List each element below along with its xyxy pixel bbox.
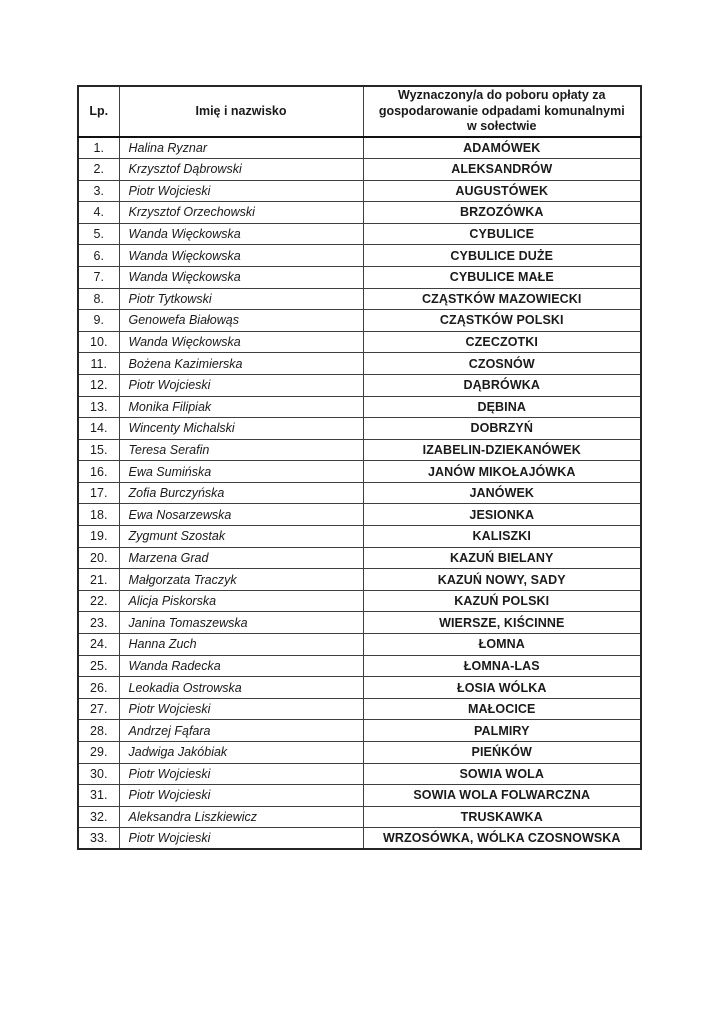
row-solectwo: JESIONKA xyxy=(363,504,641,526)
row-name: Piotr Wojcieski xyxy=(119,180,363,202)
row-number: 15. xyxy=(78,439,119,461)
table-row xyxy=(78,590,641,612)
row-name: Piotr Wojcieski xyxy=(119,374,363,396)
row-solectwo: CZOSNÓW xyxy=(363,353,641,375)
row-name: Andrzej Fąfara xyxy=(119,720,363,742)
table-row xyxy=(78,612,641,634)
header-cell-name: Imię i nazwisko xyxy=(119,86,363,137)
row-solectwo: CZĄSTKÓW POLSKI xyxy=(363,310,641,332)
header-cell-solectwo: Wyznaczony/a do poboru opłaty za gospodarowanie odpadami komunalnymi w sołectwie xyxy=(363,86,641,137)
row-solectwo: DĘBINA xyxy=(363,396,641,418)
row-solectwo: DĄBRÓWKA xyxy=(363,374,641,396)
row-name: Piotr Tytkowski xyxy=(119,288,363,310)
table-row xyxy=(78,547,641,569)
row-solectwo: ADAMÓWEK xyxy=(363,137,641,159)
row-solectwo: ŁOMNA-LAS xyxy=(363,655,641,677)
row-solectwo: PIEŃKÓW xyxy=(363,742,641,764)
table-row xyxy=(78,742,641,764)
row-name: Janina Tomaszewska xyxy=(119,612,363,634)
row-number: 28. xyxy=(78,720,119,742)
row-name: Piotr Wojcieski xyxy=(119,828,363,850)
row-name: Jadwiga Jakóbiak xyxy=(119,742,363,764)
table-body xyxy=(78,137,641,850)
row-number: 26. xyxy=(78,677,119,699)
row-name: Halina Ryznar xyxy=(119,137,363,159)
row-solectwo: CYBULICE MAŁE xyxy=(363,266,641,288)
table-row xyxy=(78,504,641,526)
table-row xyxy=(78,482,641,504)
row-solectwo: CZECZOTKI xyxy=(363,331,641,353)
row-solectwo: JANÓWEK xyxy=(363,482,641,504)
row-solectwo: ŁOMNA xyxy=(363,634,641,656)
row-name: Piotr Wojcieski xyxy=(119,785,363,807)
row-name: Krzysztof Orzechowski xyxy=(119,202,363,224)
row-solectwo: CZĄSTKÓW MAZOWIECKI xyxy=(363,288,641,310)
row-number: 14. xyxy=(78,418,119,440)
table-row xyxy=(78,526,641,548)
row-number: 6. xyxy=(78,245,119,267)
row-number: 19. xyxy=(78,526,119,548)
row-name: Aleksandra Liszkiewicz xyxy=(119,806,363,828)
row-solectwo: JANÓW MIKOŁAJÓWKA xyxy=(363,461,641,483)
row-number: 8. xyxy=(78,288,119,310)
row-number: 16. xyxy=(78,461,119,483)
row-name: Marzena Grad xyxy=(119,547,363,569)
row-name: Wincenty Michalski xyxy=(119,418,363,440)
table-row xyxy=(78,310,641,332)
row-number: 18. xyxy=(78,504,119,526)
row-solectwo: ALEKSANDRÓW xyxy=(363,158,641,180)
row-number: 30. xyxy=(78,763,119,785)
row-solectwo: CYBULICE DUŻE xyxy=(363,245,641,267)
row-name: Ewa Sumińska xyxy=(119,461,363,483)
row-name: Zygmunt Szostak xyxy=(119,526,363,548)
row-name: Wanda Więckowska xyxy=(119,266,363,288)
row-solectwo: KALISZKI xyxy=(363,526,641,548)
row-name: Zofia Burczyńska xyxy=(119,482,363,504)
row-number: 20. xyxy=(78,547,119,569)
row-solectwo: CYBULICE xyxy=(363,223,641,245)
row-number: 12. xyxy=(78,374,119,396)
table-row xyxy=(78,461,641,483)
row-number: 33. xyxy=(78,828,119,850)
table-row xyxy=(78,806,641,828)
table-row xyxy=(78,634,641,656)
table-row xyxy=(78,202,641,224)
table-row xyxy=(78,266,641,288)
row-name: Wanda Radecka xyxy=(119,655,363,677)
row-name: Ewa Nosarzewska xyxy=(119,504,363,526)
table-row xyxy=(78,180,641,202)
row-solectwo: ŁOSIA WÓLKA xyxy=(363,677,641,699)
row-number: 25. xyxy=(78,655,119,677)
table-row xyxy=(78,374,641,396)
table-row xyxy=(78,288,641,310)
table-row xyxy=(78,223,641,245)
row-number: 10. xyxy=(78,331,119,353)
row-number: 21. xyxy=(78,569,119,591)
row-number: 32. xyxy=(78,806,119,828)
row-solectwo: BRZOZÓWKA xyxy=(363,202,641,224)
row-name: Wanda Więckowska xyxy=(119,331,363,353)
table-row xyxy=(78,137,641,159)
table-row xyxy=(78,785,641,807)
row-solectwo: DOBRZYŃ xyxy=(363,418,641,440)
row-name: Teresa Serafin xyxy=(119,439,363,461)
table-row xyxy=(78,396,641,418)
table-row xyxy=(78,418,641,440)
row-solectwo: KAZUŃ POLSKI xyxy=(363,590,641,612)
row-number: 4. xyxy=(78,202,119,224)
row-solectwo: IZABELIN-DZIEKANÓWEK xyxy=(363,439,641,461)
header-cell-lp: Lp. xyxy=(78,86,119,137)
row-solectwo: MAŁOCICE xyxy=(363,698,641,720)
table-header xyxy=(78,86,641,137)
row-number: 9. xyxy=(78,310,119,332)
table-row xyxy=(78,655,641,677)
row-number: 3. xyxy=(78,180,119,202)
row-number: 22. xyxy=(78,590,119,612)
row-number: 27. xyxy=(78,698,119,720)
row-number: 7. xyxy=(78,266,119,288)
row-solectwo: TRUSKAWKA xyxy=(363,806,641,828)
row-solectwo: SOWIA WOLA FOLWARCZNA xyxy=(363,785,641,807)
row-name: Genowefa Białowąs xyxy=(119,310,363,332)
row-name: Hanna Zuch xyxy=(119,634,363,656)
table-row xyxy=(78,677,641,699)
row-name: Wanda Więckowska xyxy=(119,223,363,245)
row-number: 24. xyxy=(78,634,119,656)
table-row xyxy=(78,720,641,742)
row-solectwo: AUGUSTÓWEK xyxy=(363,180,641,202)
row-name: Wanda Więckowska xyxy=(119,245,363,267)
row-number: 2. xyxy=(78,158,119,180)
table-row xyxy=(78,698,641,720)
header-row xyxy=(78,86,641,137)
row-name: Małgorzata Traczyk xyxy=(119,569,363,591)
table-row xyxy=(78,569,641,591)
row-name: Piotr Wojcieski xyxy=(119,698,363,720)
row-solectwo: KAZUŃ BIELANY xyxy=(363,547,641,569)
row-number: 23. xyxy=(78,612,119,634)
row-number: 17. xyxy=(78,482,119,504)
table-row xyxy=(78,245,641,267)
fee-collectors-table xyxy=(77,85,642,850)
row-name: Piotr Wojcieski xyxy=(119,763,363,785)
row-name: Bożena Kazimierska xyxy=(119,353,363,375)
table-row xyxy=(78,763,641,785)
row-number: 1. xyxy=(78,137,119,159)
row-number: 5. xyxy=(78,223,119,245)
row-number: 29. xyxy=(78,742,119,764)
table-row xyxy=(78,828,641,850)
table-row xyxy=(78,331,641,353)
table-row xyxy=(78,353,641,375)
row-name: Krzysztof Dąbrowski xyxy=(119,158,363,180)
row-number: 11. xyxy=(78,353,119,375)
table-row xyxy=(78,158,641,180)
row-name: Leokadia Ostrowska xyxy=(119,677,363,699)
table-row xyxy=(78,439,641,461)
row-solectwo: SOWIA WOLA xyxy=(363,763,641,785)
row-number: 13. xyxy=(78,396,119,418)
row-solectwo: KAZUŃ NOWY, SADY xyxy=(363,569,641,591)
row-name: Alicja Piskorska xyxy=(119,590,363,612)
row-solectwo: PALMIRY xyxy=(363,720,641,742)
row-solectwo: WRZOSÓWKA, WÓLKA CZOSNOWSKA xyxy=(363,828,641,850)
row-number: 31. xyxy=(78,785,119,807)
row-name: Monika Filipiak xyxy=(119,396,363,418)
row-solectwo: WIERSZE, KIŚCINNE xyxy=(363,612,641,634)
